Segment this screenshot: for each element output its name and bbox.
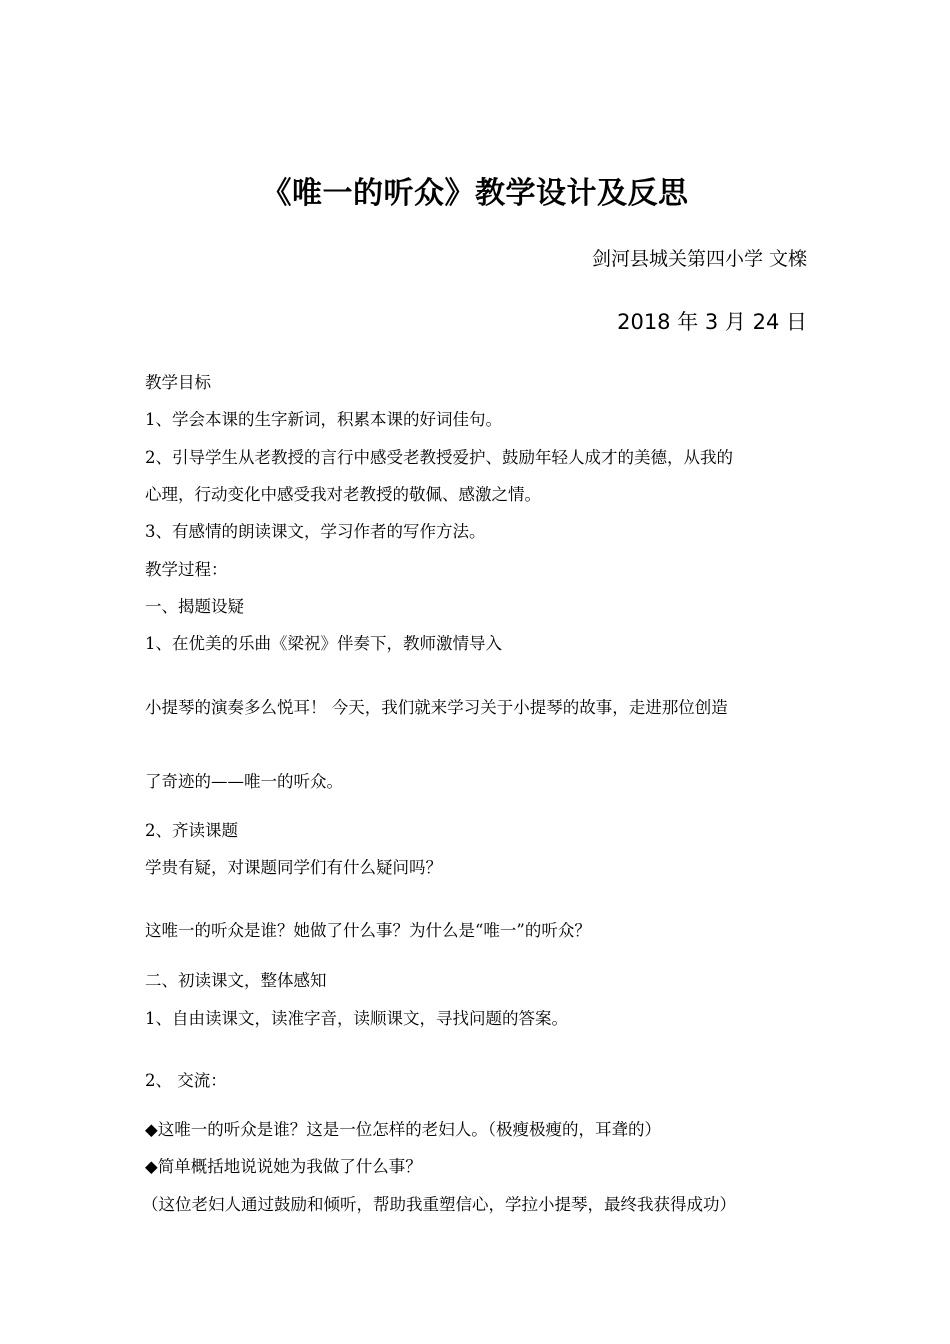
section-heading: 教学过程：	[145, 560, 228, 579]
paragraph-line: 了奇迹的——唯一的听众。	[145, 772, 343, 791]
paragraph-line: 心理，行动变化中感受我对老教授的敬佩、感激之情。	[145, 485, 541, 504]
paragraph-line: 1、在优美的乐曲《梁祝》伴奏下，教师激情导入	[145, 634, 502, 653]
paragraph-line: 2、齐读课题	[145, 821, 238, 840]
paragraph-line: 1、学会本课的生字新词，积累本课的好词佳句。	[145, 410, 502, 429]
paragraph-line: 3、有感情的朗读课文，学习作者的写作方法。	[145, 522, 486, 541]
section-heading: 教学目标	[145, 373, 211, 392]
section-heading: 二、初读课文，整体感知	[145, 971, 327, 990]
section-heading: 一、揭题设疑	[145, 597, 244, 616]
paragraph-line: （这位老妇人通过鼓励和倾听，帮助我重塑信心，学拉小提琴，最终我获得成功）	[142, 1195, 736, 1214]
paragraph-line: 2、引导学生从老教授的言行中感受老教授爱护、鼓励年轻人成才的美德，从我的	[145, 448, 733, 467]
paragraph-line: 1、自由读课文，读准字音，读顺课文，寻找问题的答案。	[145, 1009, 568, 1028]
paragraph-line: 学贵有疑，对课题同学们有什么疑问吗？	[145, 858, 442, 877]
author-line: 剑河县城关第四小学 文檪	[591, 248, 807, 270]
paragraph-line: ◆简单概括地说说她为我做了什么事？	[145, 1157, 422, 1176]
paragraph-line: 2、 交流：	[145, 1071, 227, 1090]
paragraph-line: 这唯一的听众是谁？她做了什么事？为什么是“唯一”的听众？	[145, 921, 591, 940]
document-title: 《唯一的听众》教学设计及反思	[261, 176, 689, 211]
date-line: 2018 年 3 月 24 日	[617, 310, 807, 334]
paragraph-line: ◆这唯一的听众是谁？这是一位怎样的老妇人。（极瘦极瘦的，耳聋的）	[145, 1120, 661, 1139]
paragraph-line: 小提琴的演奏多么悦耳！ 今天，我们就来学习关于小提琴的故事，走进那位创造	[145, 698, 728, 717]
